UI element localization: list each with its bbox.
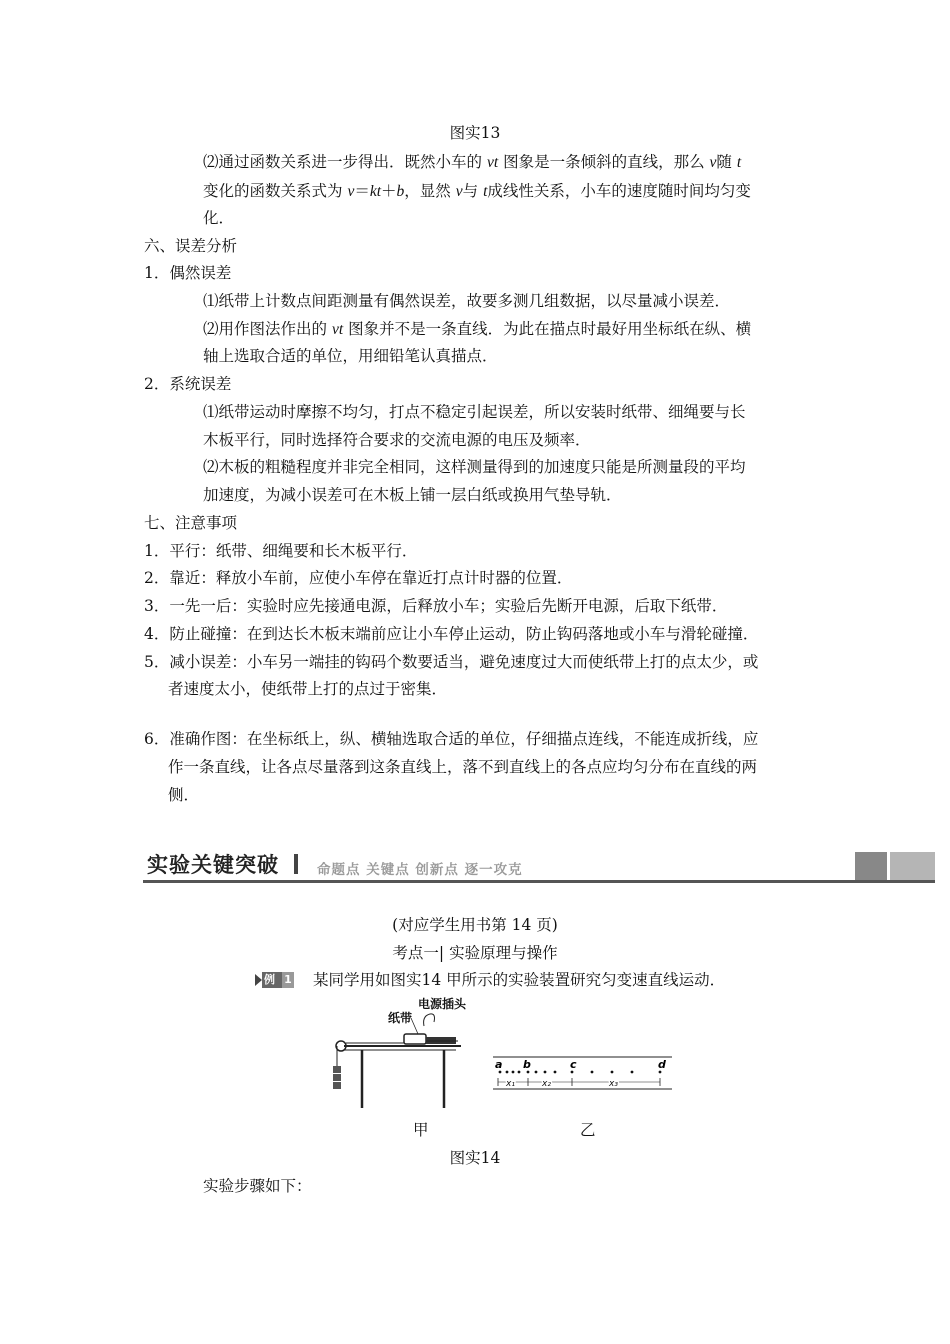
dot	[527, 1071, 530, 1074]
dot	[571, 1071, 574, 1074]
tape-letter-a: a	[495, 1058, 503, 1071]
text: 随	[716, 153, 737, 171]
tape-letter-b: b	[523, 1058, 531, 1071]
sec6-heading: 六、误差分析	[144, 237, 238, 255]
example-tag: 例	[264, 973, 275, 986]
sec6-sub1-item2-line1	[203, 319, 751, 340]
subfigure-b-label: 乙	[580, 1121, 596, 1139]
text: ⑵用作图法作出的	[203, 320, 332, 338]
sec6-sub1-item1: ⑴纸带上计数点间距测量有偶然误差，故要多测几组数据，以尽量减小误差．	[203, 292, 731, 310]
sec7-item4: 4．防止碰撞：在到达长木板末端前应让小车停止运动，防止钩码落地或小车与滑轮碰撞．	[144, 625, 759, 643]
sec7-item5-line1: 5．减小误差：小车另一端挂的钩码个数要适当，避免速度过大而使纸带上打的点太少，或	[144, 653, 759, 671]
hook-weight-2	[333, 1074, 341, 1081]
dot	[631, 1071, 634, 1074]
tape-figure	[490, 1053, 675, 1095]
example-number: 1	[282, 972, 294, 988]
example-text: 某同学用如图实14 甲所示的实验装置研究匀变速直线运动．	[313, 971, 726, 989]
text: 与	[462, 182, 484, 200]
sec5-item2-line2	[203, 181, 751, 202]
dot	[611, 1071, 614, 1074]
var-v: v	[709, 154, 717, 171]
dot	[554, 1071, 557, 1074]
figure13-caption: 图实13	[449, 124, 501, 142]
triangle-icon	[255, 974, 262, 986]
reference-page: (对应学生用书第 14 页)	[392, 916, 558, 934]
subfigure-a-label: 甲	[413, 1121, 429, 1139]
text: 图象是一条倾斜的直线，那么	[498, 153, 710, 171]
section-banner	[143, 852, 935, 886]
tape-letter-d: d	[658, 1058, 666, 1071]
power-cord	[424, 1014, 435, 1026]
kaodian-heading: 考点一| 实验原理与操作	[392, 944, 558, 962]
segment-x3: x₃	[609, 1079, 618, 1089]
segment-x1: x₁	[506, 1079, 515, 1089]
var-t: t	[483, 183, 488, 200]
cart-icon	[404, 1034, 426, 1044]
tape-dots	[499, 1071, 662, 1074]
var-t: t	[493, 154, 499, 171]
sec7-item1: 1．平行：纸带、细绳要和长木板平行．	[144, 542, 418, 560]
sec5-item2-line1	[203, 152, 741, 173]
var-v: v	[347, 183, 355, 200]
var-kt: kt	[369, 183, 382, 200]
banner-title: 实验关键突破	[147, 853, 279, 877]
text: 图象并不是一条直线．为此在描点时最好用坐标纸在纵、横	[343, 320, 752, 338]
dot	[512, 1071, 515, 1074]
var-t: t	[338, 321, 344, 338]
example-badge-box	[262, 972, 294, 988]
sec6-sub2-item1-line1: ⑴纸带运动时摩擦不均匀，打点不稳定引起误差，所以安装时纸带、细绳要与长	[203, 403, 746, 421]
hook-weight-3	[333, 1082, 341, 1089]
sec7-item2: 2．靠近：释放小车前，应使小车停在靠近打点计时器的位置．	[144, 569, 573, 587]
banner-block-light	[890, 852, 935, 880]
dot	[518, 1071, 521, 1074]
var-b: b	[396, 183, 405, 200]
dot	[499, 1071, 502, 1074]
dot	[659, 1071, 662, 1074]
steps-intro: 实验步骤如下：	[203, 1177, 312, 1195]
text: ，显然	[404, 182, 456, 200]
sec5-item2-line3: 化．	[203, 209, 235, 227]
sec7-item3: 3．一先一后：实验时应先接通电源，后释放小车；实验后先断开电源，后取下纸带．	[144, 597, 728, 615]
sec6-sub1-item2-line2: 轴上选取合适的单位，用细铅笔认真描点．	[203, 347, 498, 365]
sec6-sub2-item2-line1: ⑵木板的粗糙程度并非完全相同，这样测量得到的加速度只能是所测量段的平均	[203, 458, 746, 476]
sec7-item6-line3: 侧．	[168, 786, 200, 804]
banner-subtitle: 命题点 关键点 创新点 逐一攻克	[317, 862, 523, 878]
text: ⑵通过函数关系进一步得出．既然小车的	[203, 153, 487, 171]
text: 变化的函数关系式为	[203, 182, 348, 200]
sec7-item5-line2: 者速度太小，使纸带上打的点过于密集．	[168, 680, 448, 698]
var-t: t	[736, 154, 742, 171]
sec7-item6-line1: 6．准确作图：在坐标纸上，纵、横轴选取合适的单位，仔细描点连线，不能连成折线，应	[144, 730, 759, 748]
plug-label: 电源插头	[418, 997, 466, 1011]
sec6-sub2: 2．系统误差	[144, 375, 232, 393]
hook-weight-1	[333, 1066, 341, 1073]
var-v: v	[455, 183, 463, 200]
example-badge	[255, 972, 295, 989]
var-v: v	[486, 154, 494, 171]
plus: ＋	[381, 182, 397, 200]
sec6-sub1: 1．偶然误差	[144, 264, 232, 282]
sec7-heading: 七、注意事项	[144, 514, 238, 532]
figure14-caption: 图实14	[449, 1149, 501, 1167]
dot	[591, 1071, 594, 1074]
equals: ＝	[354, 182, 370, 200]
segment-x2: x₂	[542, 1079, 551, 1089]
tape-letter-c: c	[570, 1058, 577, 1071]
tape-pointer	[411, 1018, 418, 1034]
sec7-item6-line2: 作一条直线，让各点尽量落到这条直线上，落不到直线上的各点应均匀分布在直线的两	[168, 758, 758, 776]
banner-divider	[294, 854, 298, 874]
var-v: v	[331, 321, 339, 338]
banner-rule	[143, 880, 935, 883]
dot	[506, 1071, 509, 1074]
dot	[535, 1071, 538, 1074]
sec6-sub2-item1-line2: 木板平行，同时选择符合要求的交流电源的电压及频率．	[203, 431, 591, 449]
dot	[544, 1071, 547, 1074]
apparatus-figure	[326, 996, 466, 1114]
text: 成线性关系，小车的速度随时间均匀变	[487, 182, 751, 200]
banner-block-dark	[855, 852, 887, 880]
tape-label: 纸带	[388, 1011, 413, 1025]
sec6-sub2-item2-line2: 加速度，为减小误差可在木板上铺一层白纸或换用气垫导轨．	[203, 486, 622, 504]
